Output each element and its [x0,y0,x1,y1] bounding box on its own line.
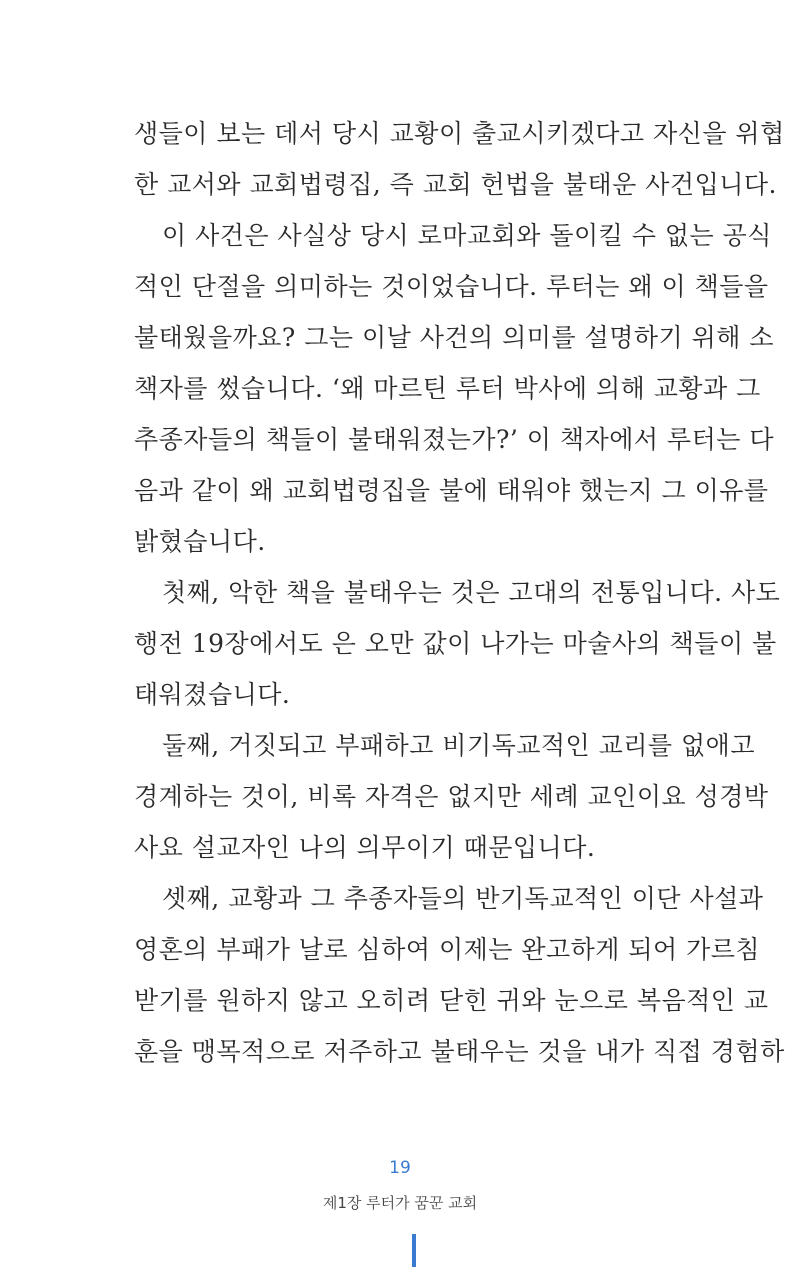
text-line: 음과 같이 왜 교회법령집을 불에 태워야 했는지 그 이유를 [134,476,769,505]
text-line: 경계하는 것이, 비록 자격은 없지만 세례 교인이요 성경박 [134,782,769,811]
text-line: 둘째, 거짓되고 부패하고 비기독교적인 교리를 없애고 [162,731,755,760]
text-line: 사요 설교자인 나의 의무이기 때문입니다. [134,833,596,862]
text-line: 행전 19장에서도 은 오만 값이 나가는 마술사의 책들이 불 [134,629,777,658]
text-line: 첫째, 악한 책을 불태우는 것은 고대의 전통입니다. 사도 [162,578,781,607]
text-line: 영혼의 부패가 날로 심하여 이제는 완고하게 되어 가르침 [134,935,761,964]
chapter-title: 제1장 루터가 꿈꾼 교회 [322,1194,478,1212]
text-line: 이 사건은 사실상 당시 로마교회와 돌이킬 수 없는 공식 [162,221,772,250]
page-number: 19 [389,1158,411,1178]
page-body [134,108,785,1077]
text-line: 셋째, 교황과 그 추종자들의 반기독교적인 이단 사설과 [162,884,764,913]
text-line: 책자를 썼습니다. ‘왜 마르틴 루터 박사에 의해 교황과 그 [134,374,761,403]
text-line: 태워졌습니다. [134,680,291,709]
text-line: 한 교서와 교회법령집, 즉 교회 헌법을 불태운 사건입니다. [134,170,777,199]
text-line: 훈을 맹목적으로 저주하고 불태우는 것을 내가 직접 경험하 [134,1037,785,1066]
text-line: 생들이 보는 데서 당시 교황이 출교시키겠다고 자신을 위협 [134,119,785,148]
text-line: 불태웠을까요? 그는 이날 사건의 의미를 설명하기 위해 소 [134,323,774,352]
footer-rule [412,1234,416,1267]
text-line: 밝혔습니다. [134,527,266,556]
text-line: 추종자들의 책들이 불태워졌는가?’ 이 책자에서 루터는 다 [134,425,774,454]
text-line: 적인 단절을 의미하는 것이었습니다. 루터는 왜 이 책들을 [134,272,769,301]
text-line: 받기를 원하지 않고 오히려 닫힌 귀와 눈으로 복음적인 교 [134,986,769,1015]
